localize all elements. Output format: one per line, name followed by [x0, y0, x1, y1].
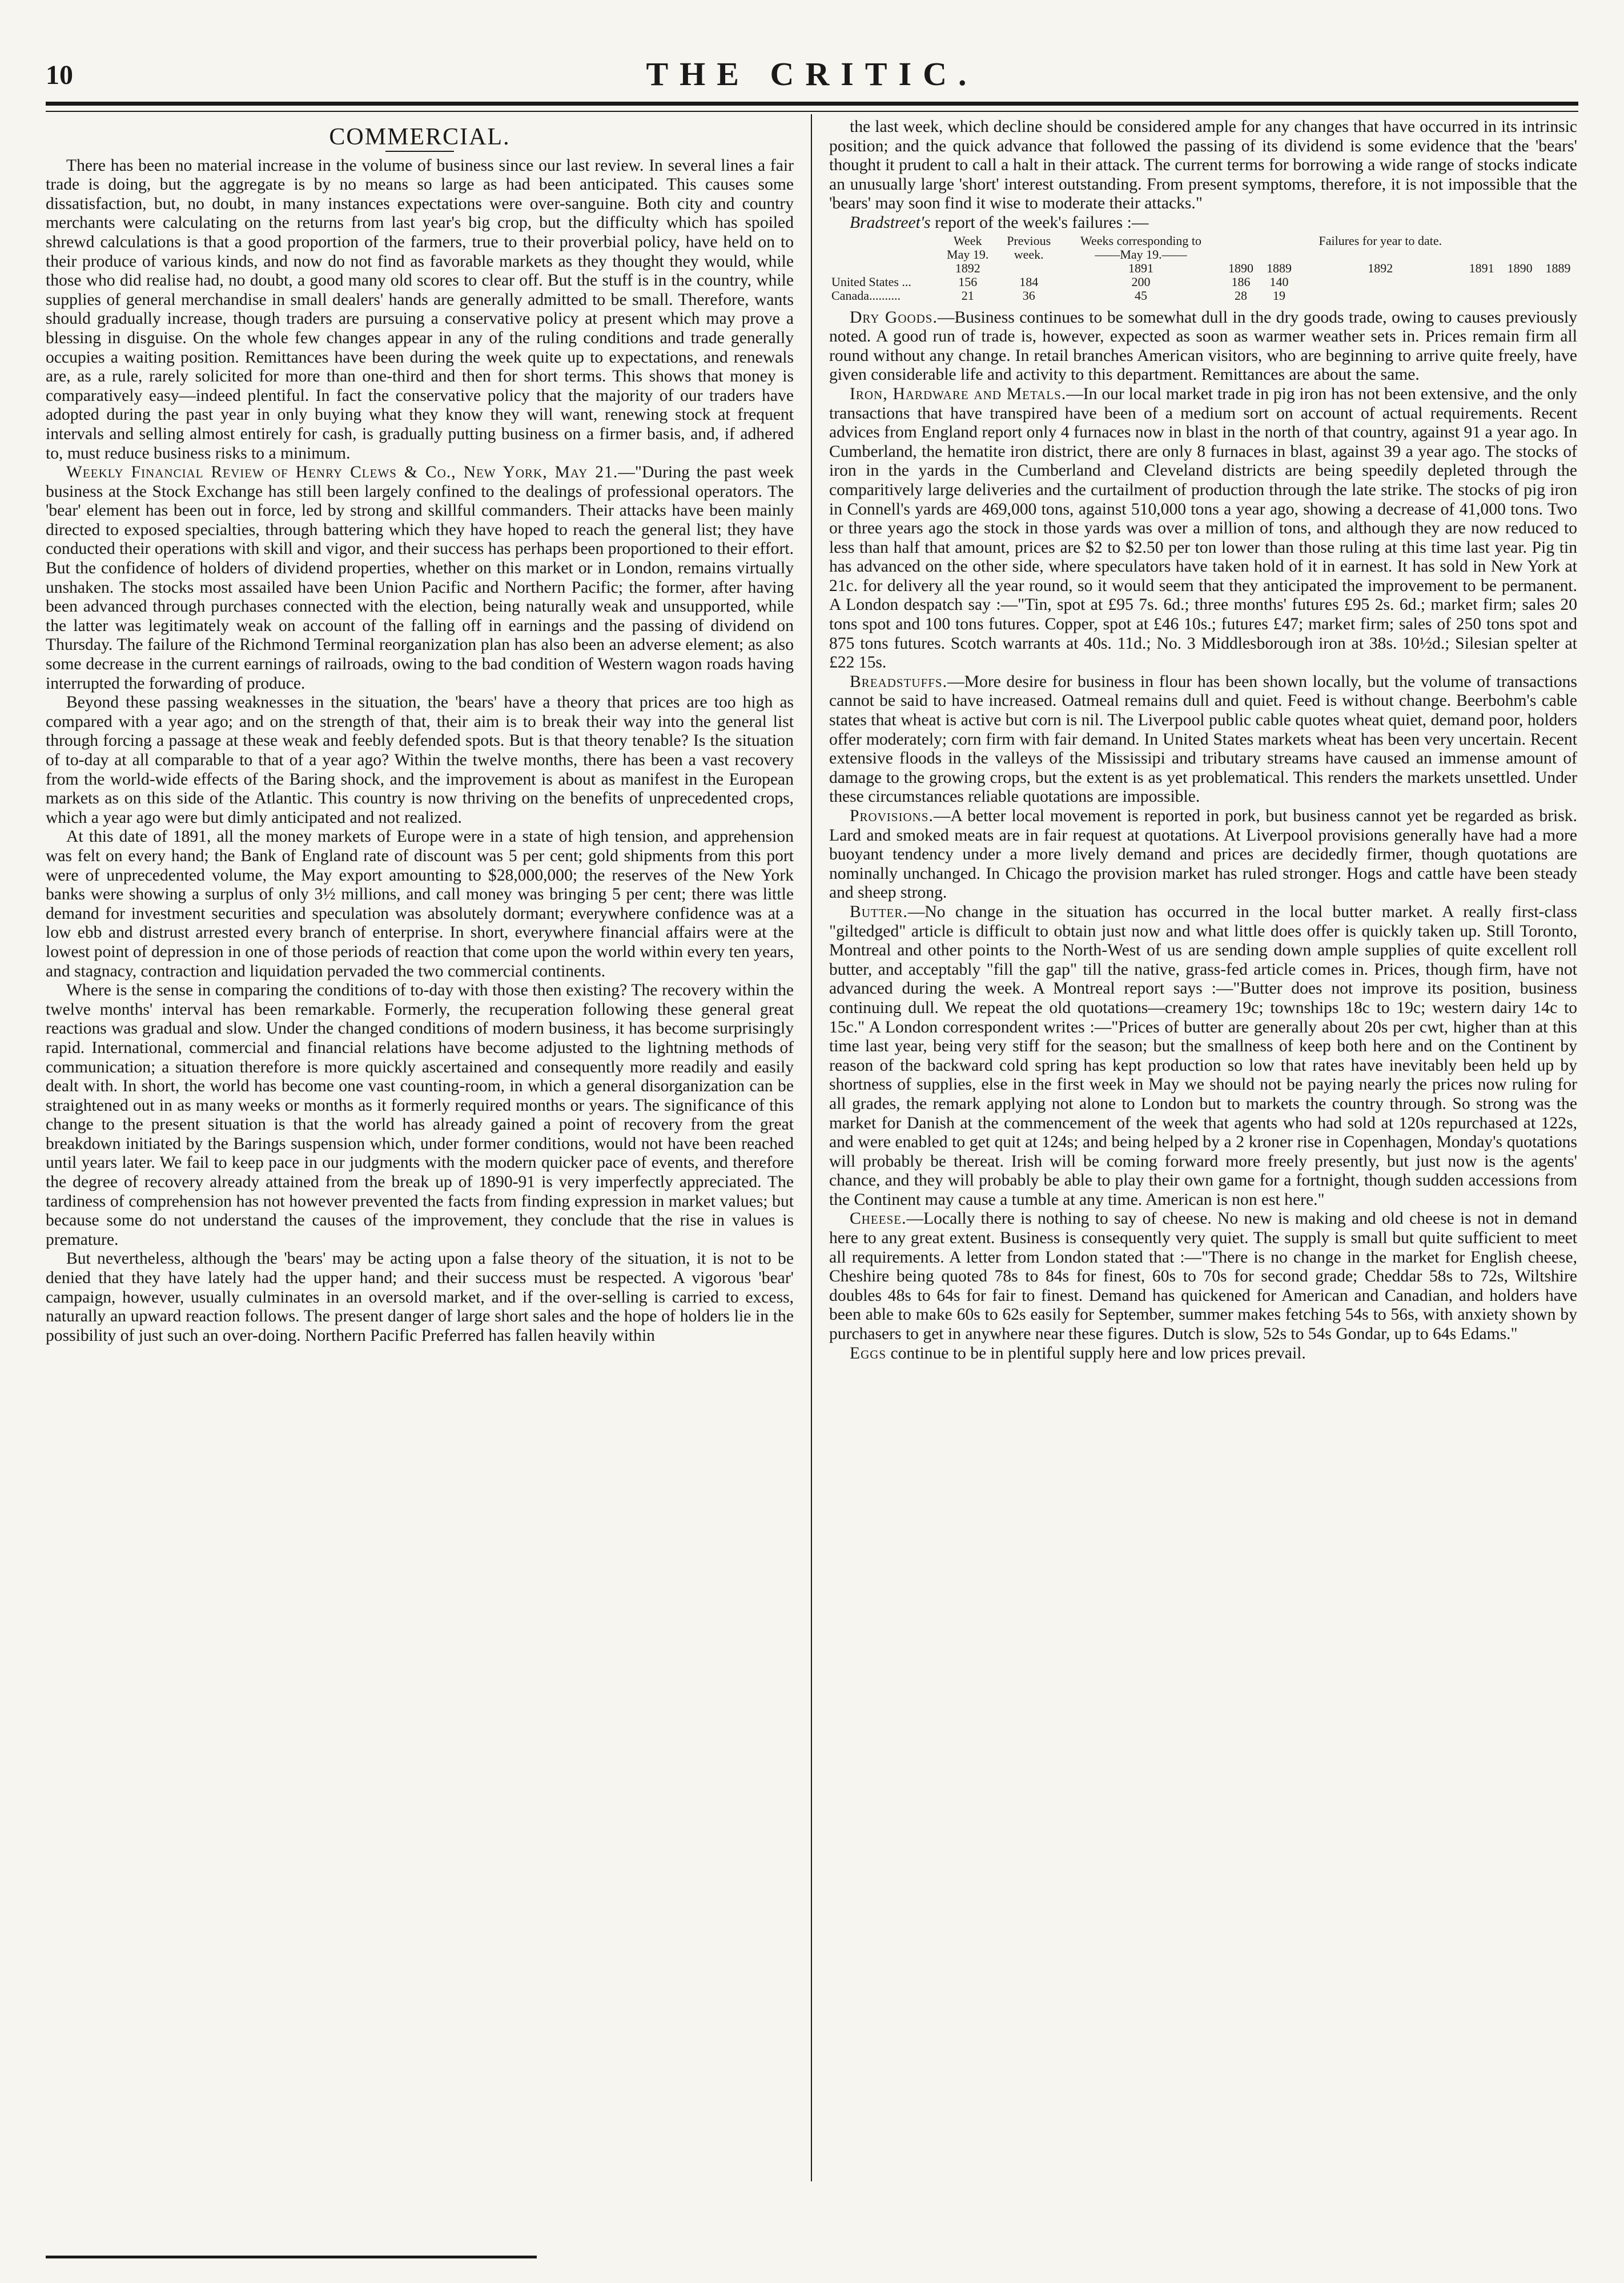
commercial-paragraph: [46, 981, 794, 1249]
failures-cell: [1462, 275, 1501, 289]
failures-header-cell: [829, 262, 938, 275]
failures-row: [829, 289, 1577, 303]
commercial-paragraph: [46, 1249, 794, 1345]
failures-cell: [1298, 289, 1462, 303]
paragraph-text: At this date of 1891, all the money markets of Europe were in a state of high tension, and apprehension was felt on every hand; the Bank of England rate of discount was 5 per cent; gold shipments from this port were of unprecedented volume, the May export amounting to $28,000,000; the reserves of the New York banks were showing a surplus of only 3½ millions, and call money was bringing 5 per cent; there was little demand for investment securities and speculation was absolutely dormant; everywhere confidence was at a low ebb and distrust arrested every branch of enterprise. In short, everywhere financial affairs were at the lowest point of depression in one of those periods of reaction that come upon the world within every ten years, and stagnacy, contraction and liquidation pervaded the two commercial continents.: [46, 827, 794, 980]
failures-cell: 156: [958, 274, 978, 289]
failures-cell: 45: [1135, 288, 1147, 303]
failures-header-cell: 1891: [1469, 260, 1494, 275]
failures-header-row: [829, 234, 1577, 248]
bradstreet-intro: [829, 214, 1577, 233]
masthead-rule-thin: [46, 111, 1578, 112]
failures-cell: 186: [1231, 274, 1251, 289]
failures-cell: 36: [1022, 288, 1035, 303]
bottom-rule: [46, 2256, 537, 2258]
commercial-paragraph: [46, 827, 794, 981]
market-section-text: —A better local movement is reported in pork, but business cannot yet be regarded as brisk. Lard and smoked meats are in fair request at quotations. At Liverpool provisions generally have had a more buoyant tendency under a more lively demand and prices are decidedly firmer, though quotations are nominally unchanged. In Chicago the provision market has ruled stronger. Hogs and cattle have been steady and sheep strong.: [829, 807, 1577, 902]
market-section-heading: Iron, Hardware and Metals.: [850, 384, 1067, 403]
failures-header-row: [829, 248, 1577, 262]
right-column: [829, 118, 1577, 2185]
failures-table: [829, 234, 1577, 303]
commercial-paragraph: [46, 463, 794, 693]
failures-cell: 19: [1272, 288, 1285, 303]
failures-header-cell: [1222, 234, 1260, 248]
failures-cell: Canada..........: [831, 288, 901, 303]
page-number: 10: [46, 60, 73, 90]
failures-header-cell: [1501, 248, 1539, 262]
failures-header-cell: Failures for year to date.: [1319, 233, 1442, 248]
market-section: [829, 1209, 1577, 1344]
failures-cell: United States ...: [831, 274, 911, 289]
failures-header-cell: [1222, 248, 1260, 262]
failures-header-cell: [1260, 234, 1299, 248]
market-section-text: —Locally there is nothing to say of cheese. No new is making and old cheese is not in demand here to any great extent. Business is consequently very quiet. The supply is small but quite sufficient to meet all requirements. A letter from London stated that :—"There is no change in the market for English cheese, Cheshire being quoted 78s to 84s for finest, 60s to 70s for second grade; Cheddar 58s to 72s, Wiltshire doubles 48s to 64s for fair to finest. Demand has quickened for American and Canadian, and holders have been able to make 60s to 62s easily for September, summer makes fetching 54s to 56s, with anxiety shown by purchasers to get in anywhere near these figures. Dutch is slow, 52s to 54s Gondar, up to 64s Edams.": [829, 1209, 1577, 1344]
failures-row: [829, 275, 1577, 289]
failures-cell: [1501, 289, 1539, 303]
failures-header-cell: 1890: [1507, 260, 1533, 275]
market-section: [829, 308, 1577, 385]
failures-header-cell: ——May 19.——: [1095, 247, 1187, 262]
failures-header-cell: [1260, 248, 1299, 262]
failures-cell: [1539, 275, 1577, 289]
market-section-heading: Eggs: [850, 1344, 887, 1362]
paragraph-text: But nevertheless, although the 'bears' may be acting upon a false theory of the situation, it is not to be denied that they have lately had the upper hand; and their success must be respected. A vigorous 'bear' campaign, however, usually culminates in an oversold market, and if the over-selling is carried to excess, naturally an upward reaction follows. The present danger of large short sales and the hope of holders lie in the possibility of just such an over-doing. Northern Pacific Preferred has fallen heavily within: [46, 1249, 794, 1345]
failures-header-cell: Previous: [1007, 233, 1051, 248]
market-section: [829, 807, 1577, 903]
failures-cell: 140: [1269, 274, 1289, 289]
failures-cell: 21: [961, 288, 974, 303]
failures-header-cell: [829, 234, 938, 248]
left-column-body: [46, 156, 794, 1346]
failures-header-cell: [1298, 248, 1462, 262]
paragraph-text: There has been no material increase in the volume of business since our last review. In several lines a fair trade is doing, but the aggregate is by no means so large as had been anticipated. This causes some dissatisfaction, but, no doubt, in many instances expectations were over-sanguine. Both city and country merchants were calculating on the returns from last year's big crop, but the difficulty which has spoiled shrewd calculations is that a good proportion of the farmers, true to their proverbial policy, have held on to their produce of various kinds, and now do not find as favorable markets as they thought they would, while those who did realise had, no doubt, a good many old scores to clear off. But the stuff is in the country, while supplies of general merchandise in small dealers' hands are generally admitted to be small. Therefore, wants should gradually increase, though traders are pursuing a conservative policy at present which may prove a blessing in disguise. On the whole few changes appear in any of the ruling conditions and trade generally occupies a waiting position. Remittances have been during the week quite up to expectations, and renewals are, as a rule, rarely solicited for more than one-third and then for short terms. This shows that money is comparatively easy—indeed plentiful. In fact the conservative policy that the majority of our traders have adopted during the past year in only buying what they know they will want, renewing stock at frequent intervals and selling almost entirely for cash, is gradually putting business on a firmer basis, and, if adhered to, must reduce business risks to a minimum.: [46, 156, 794, 463]
market-section: [829, 1344, 1577, 1364]
market-section-text: —Business continues to be somewhat dull in the dry goods trade, owing to causes previously noted. A good run of trade is, however, expected as soon as warmer weather sets in. Prices remain firm all round without any change. In retail branches American visitors, who are beginning to arrive quite freely, have given considerable life and activity to this department. Remittances are about the same.: [829, 308, 1577, 384]
failures-header-cell: [1539, 248, 1577, 262]
article-continuation: the last week, which decline should be considered ample for any changes that have occurred in its intrinsic position; and the quick advance that followed the passing of its dividend is some evidence that the 'bears' thought it prudent to call a halt in their attack. The current terms for borrowing a wide range of stocks indicate an unusually large 'short' interest outstanding. From present symptoms, therefore, it is not impossible that the 'bears' may soon find it wise to moderate their attacks.": [829, 118, 1577, 213]
masthead-rule: [46, 102, 1578, 106]
failures-header-cell: 1890: [1228, 260, 1254, 275]
column-divider: [811, 114, 812, 2181]
failures-cell: [1298, 275, 1462, 289]
failures-cell: [1462, 289, 1501, 303]
masthead-title: THE CRITIC.: [646, 55, 978, 93]
section-title-rule: [385, 151, 454, 152]
failures-header-row: [829, 262, 1577, 275]
commercial-paragraph: [46, 693, 794, 827]
market-section: [829, 903, 1577, 1210]
failures-header-cell: Week: [953, 233, 982, 248]
failures-cell: [1501, 275, 1539, 289]
failures-cell: 28: [1235, 288, 1248, 303]
section-title-commercial: COMMERCIAL.: [329, 124, 510, 150]
market-section-heading: Cheese.: [850, 1209, 907, 1228]
failures-header-cell: week.: [1014, 247, 1044, 262]
failures-header-cell: 1889: [1266, 260, 1292, 275]
market-section-heading: Butter.: [850, 902, 908, 921]
market-section-heading: Provisions.: [850, 807, 934, 825]
market-section-text: —No change in the situation has occurred in the local butter market. A really first-class "giltedged" article is difficult to obtain just now and what little does offer is quickly taken up. Still Toronto, Montreal and other points to the North-West of us are sending down ample supplies of quite excellent roll butter, and acceptably "fill the gap" till the native, grass-fed article comes in. Prices, though firm, have not advanced during the week. A Montreal report says :—"Butter does not improve its position, business continuing dull. We repeat the old quotations—creamery 19c; townships 18c to 19c; western dairy 14c to 15c." A London correspondent writes :—"Prices of butter are generally about 20s per cwt, higher than at this time last year, being very stiff for the season; but the smallness of keep both here and on the Continent by reason of the backward cold spring has kept production so low that rates have inevitably been held up by shortness of supplies, else in the first week in May we should not be paying nearly the prices now ruling for all grades, the remark applying not alone to London but to markets the country through. So strong was the market for Danish at the commencement of the week that agents who had sold at 120s repurchased at 122s, and were enabled to get quit at 124s; and being helped by a 2 kroner rise in Copenhagen, Monday's quotations will probably be thereat. Irish will be coming forward more freely presently, but just now is the agents' chance, and they will probably be able to play their own game for a fortnight, though sudden accessions from the Continent may cause a tumble at any time. American is non est here.": [829, 902, 1577, 1209]
paragraph-text: —"During the past week business at the Stock Exchange has still been largely confined to the dealings of professional operators. The 'bear' element has been out in force, led by strong and skillful commanders. Their attacks have been mainly directed to exposed specialties, through battering which they have hoped to reach the general list; they have conducted their operations with skill and vigor, and their success has perhaps been proportioned to their effort. But the confidence of holders of dividend properties, whether on this market or in London, remains virtually unshaken. The stocks most assailed have been Union Pacific and Northern Pacific; the former, after having been advanced through purchases connected with the election, being naturally weak and unsupported, while the latter was legitimately weak on account of the falling off in earnings and the passing of dividend on Thursday. The failure of the Richmond Terminal reorganization plan has also been an adverse element; as also some decrease in the current earnings of railroads, owing to the bad condition of Western wagon roads having interrupted the forwarding of produce.: [46, 463, 794, 693]
bradstreet-name: Bradstreet's: [850, 213, 931, 232]
failures-header-cell: [829, 248, 938, 262]
failures-header-cell: 1891: [1128, 260, 1153, 275]
failures-header-cell: [1539, 234, 1577, 248]
failures-header-cell: [998, 262, 1060, 275]
failures-cell: [1539, 289, 1577, 303]
market-section-text: continue to be in plentiful supply here and low prices prevail.: [886, 1344, 1306, 1362]
failures-header-cell: Weeks corresponding to: [1080, 233, 1202, 248]
right-column-body: [829, 308, 1577, 1364]
paragraph-lead: Weekly Financial Review of Henry Clews & Co., New York, May 21.: [66, 463, 618, 482]
failures-header-cell: [1462, 234, 1501, 248]
failures-header-cell: 1892: [955, 260, 980, 275]
left-column: [46, 118, 794, 2185]
market-section-text: —In our local market trade in pig iron has not been extensive, and the only transactions that have transpired have been of a medium sort on account of actual requirements. Recent advices from England report only 4 furnaces now in blast in the north of that country, against 91 a year ago. In Cumberland, the hematite iron district, there are only 8 furnaces in blast, against 39 a year ago. The stocks of iron in the yards in the Cumberland and Cleveland districts are being speedily depleted through the comparitively large deliveries and the curtailment of production through the late strike. The stocks of pig iron in Connell's yards are 469,000 tons, against 510,000 tons a year ago, showing a decrease of 41,000 tons. Two or three years ago the stock in those yards was over a million of tons, and although they are now reduced to less than half that amount, prices are $2 to $2.50 per ton lower than those ruling at this time last year. Pig tin has advanced on the other side, where speculators have taken hold of it in earnest. It has sold in New York at 21c. for delivery all the year round, so it would seem that they anticipated the improvement to be permanent. A London despatch say :—"Tin, spot at £95 7s. 6d.; three months' futures £95 2s. 6d.; market firm; sales 20 tons spot and 100 tons futures. Copper, spot at £46 10s.; futures £47; market firm; sales of 250 tons spot and 875 tons futures. Scotch warrants at 40s. 11d.; No. 3 Middlesborough iron at 38s. 10½d.; Silesian spelter at £22 15s.: [829, 384, 1577, 672]
failures-header-cell: [1501, 234, 1539, 248]
paragraph-text: Beyond these passing weaknesses in the situation, the 'bears' have a theory that prices are too high as compared with a year ago; and on the strength of that, their aim is to break their way into the general list through forcing a passage at these weak and feebly defended spots. But is that theory tenable? Is the situation of to-day at all comparable to that of a year ago? Within the twelve months, there has been a vast recovery from the world-wide effects of the Baring shock, and the improvement is about as manifest in the European markets as on this side of the Atlantic. This country is now thriving on the benefits of unprecedented crops, which a year ago were but dimly anticipated and not realized.: [46, 693, 794, 827]
market-section-heading: Breadstuffs.: [850, 672, 948, 691]
failures-header-cell: [1462, 248, 1501, 262]
failures-header-cell: 1892: [1368, 260, 1393, 275]
bradstreet-text: report of the week's failures :—: [930, 213, 1149, 232]
market-section: [829, 385, 1577, 673]
market-section: [829, 673, 1577, 807]
market-section-text: —More desire for business in flour has been shown locally, but the volume of transactions cannot be said to have increased. Oatmeal remains dull and quiet. Feed is without change. Beerbohm's cable states that wheat is active but corn is nil. The Liverpool public cable quotes wheat quiet, demand poor, holders offer moderately; corn firm with fair demand. In United States markets wheat has been very uncertain. Recent extensive floods in the valleys of the Mississipi and tributary streams have caused an immense amount of damage to the growing crops, but the extent is as yet problematical. This renders the markets unsettled. Under these circumstances reliable quotations are impossible.: [829, 672, 1577, 806]
market-section-heading: Dry Goods.: [850, 308, 938, 327]
failures-cell: 184: [1019, 274, 1039, 289]
failures-cell: 200: [1131, 274, 1151, 289]
paragraph-text: Where is the sense in comparing the conditions of to-day with those then existing? The recovery within the twelve months' interval has been remarkable. Formerly, the recuperation following these general great reactions was gradual and slow. Under the changed conditions of modern business, it has become surprisingly rapid. International, commercial and financial relations have become adjusted to the lightning methods of communication; a situation therefore is more quickly ascertained and consequently more readily and easily dealt with. In short, the world has become one vast counting-room, in which a general disorganization can be straightened out in as many weeks or months as it formerly required months or years. The significance of this change to the present situation is that the world has already gained a point of recovery from the great breakdown initiated by the Barings suspension which, under former conditions, would not have been reached until years later. We fail to keep pace in our judgments with the modern quicker pace of events, and therefore the degree of recovery already attained from the break up of 1890-91 is very imperfectly appreciated. The tardiness of comprehension has not however prevented the facts from finding expression in market values; but because some do not understand the causes of the improvement, they conclude that the rise in values is premature.: [46, 981, 794, 1249]
commercial-paragraph: [46, 156, 794, 464]
failures-header-cell: 1889: [1545, 260, 1571, 275]
failures-header-cell: May 19.: [947, 247, 989, 262]
